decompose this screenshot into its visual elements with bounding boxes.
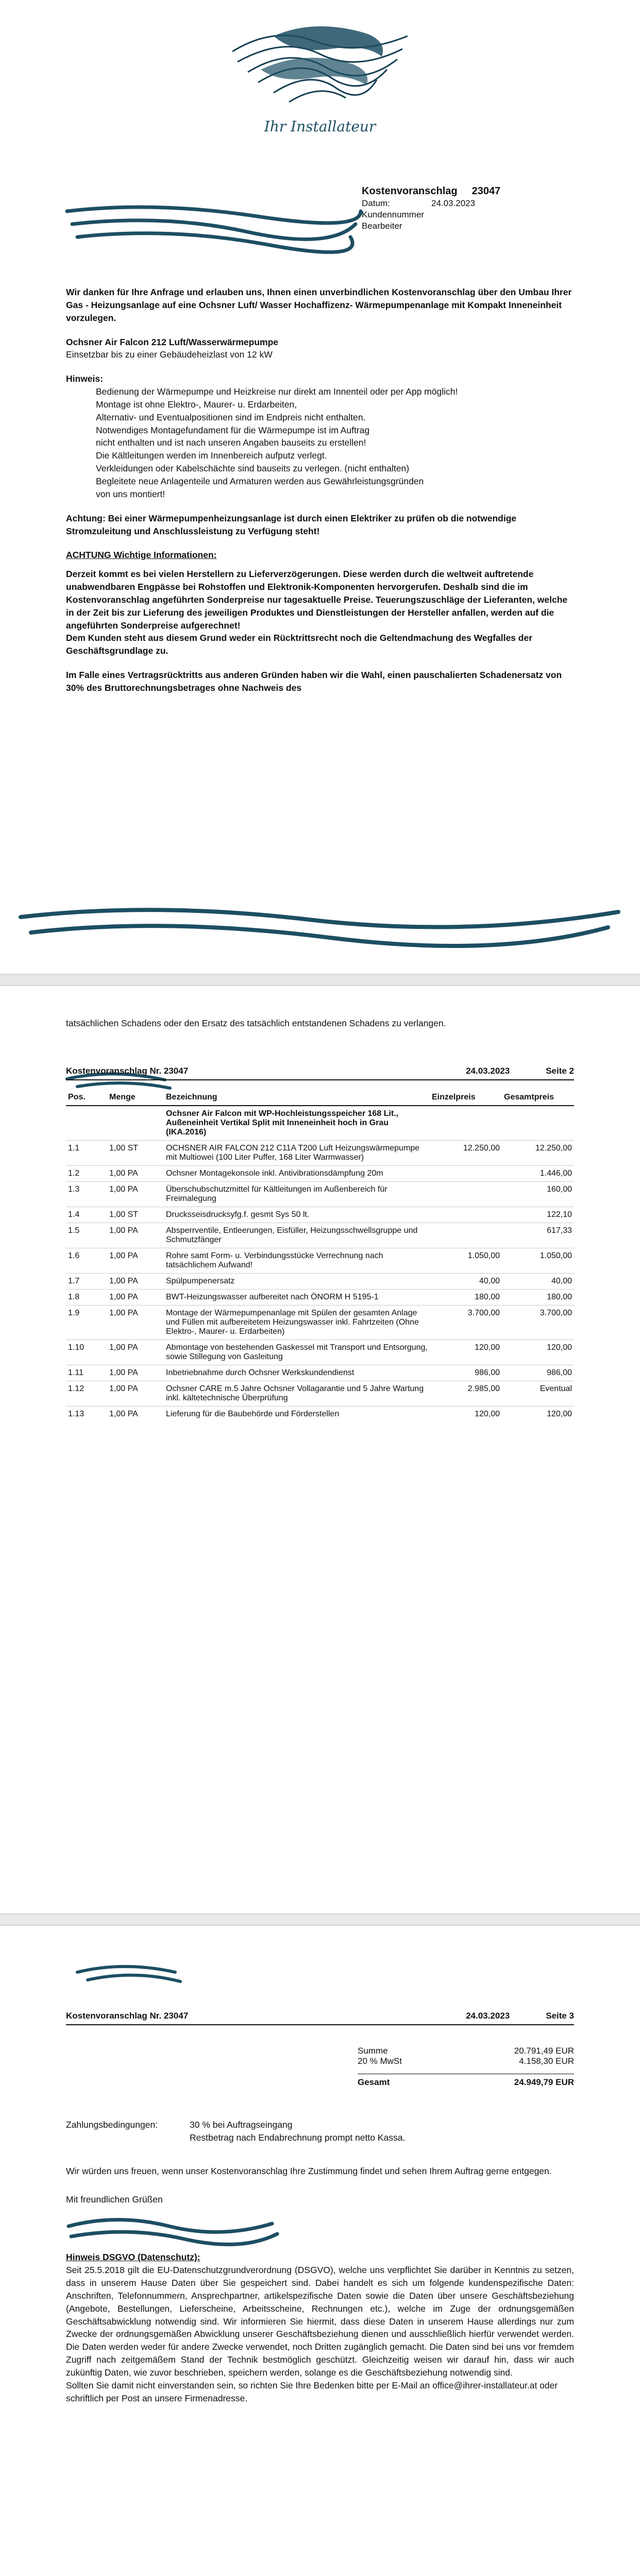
- info-title: ACHTUNG Wichtige Informationen:: [66, 550, 217, 561]
- col-header: Bezeichnung: [164, 1090, 430, 1106]
- page-1: [0, 0, 640, 974]
- page-header: [66, 1066, 574, 1080]
- brand-name: Ihr Installateur: [264, 118, 376, 135]
- total-price-cell: 180,00: [502, 1289, 574, 1305]
- total-price-cell: Eventual: [502, 1381, 574, 1406]
- unit-price-cell: 986,00: [430, 1365, 502, 1381]
- hint-line: Notwendiges Montagefundament für die Wärmepumpe ist im Auftrag: [96, 425, 370, 435]
- product-title: Ochsner Air Falcon 212 Luft/Wasserwärmepumpe: [66, 336, 279, 347]
- unit-price-cell: 120,00: [430, 1340, 502, 1365]
- total-price-cell: 160,00: [502, 1181, 574, 1207]
- terms-label: Zahlungsbedingungen:: [66, 2120, 158, 2130]
- unit-price-cell: 40,00: [430, 1273, 502, 1289]
- hint-line: von uns montiert!: [96, 488, 165, 499]
- page-3: [0, 1926, 640, 2576]
- quote-number: 23047: [471, 185, 501, 197]
- editor-label: Bearbeiter: [362, 221, 402, 231]
- privacy-text: Seit 25.5.2018 gilt die EU-Datenschutzgrundverordnung (DSGVO), welche uns verpflichtet Sie darüber in Kenntnis zu setzen, dass in unserem Hause Daten über Sie gespeichert sind. Dabei handelt es sich um folgende kundenspezifische Daten: Anschriften, Telefonnummern, Ansprechpartner, artikelspezifische Daten sowie die Daten über unsere Geschäftsbeziehung (Angebote, Bestellungen, Lieferscheine, Arbeitsscheine, Rechnungen etc.), welche im Zuge der ordnungsgemäßen Geschäftsabwicklung notwendig sind. Wir informieren Sie hiermit, dass diese Daten in unserem Hause allerdings nur zum Zwecke der ordnungsgemäßen Abwicklung unserer Geschäftsbeziehung dienen und ausschließlich hierfür verwendet werden. Die Daten werden weder für andere Zwecke verwendet, noch Dritten zugänglich gemacht. Die Daten sind bei uns vor fremdem Zugriff nach zeitgemäßem Stand der Technik bestmöglich geschützt. Gleichzeitig weisen wir darauf hin, dass wir auch zukünftig Daten, wie zuvor beschrieben, speichern werden, solange es die Geschäftsbeziehung notwendig sind.: [66, 2265, 574, 2378]
- table-row: [66, 1340, 574, 1365]
- page-header: [66, 2011, 574, 2025]
- quantity-cell: 1,00 PA: [107, 1289, 164, 1305]
- intro-text: Wir danken für Ihre Anfrage und erlauben uns, Ihnen einen unverbindlichen Kostenvoranschlag über den Umbau Ihrer Gas - Heizungsanlage auf eine Ochsner Luft/ Wasser Hochaffizenz- Wärmepumpenanlage mit Kompakt Inneneinheit vorzulegen.: [66, 287, 572, 323]
- bottom-scribble: [0, 896, 640, 953]
- quantity-cell: 1,00 ST: [107, 1207, 164, 1223]
- unit-price-cell: [430, 1181, 502, 1207]
- unit-price-cell: 120,00: [430, 1406, 502, 1422]
- total-price-cell: 1.446,00: [502, 1165, 574, 1181]
- position-cell: 1.4: [66, 1207, 107, 1223]
- unit-price-cell: [430, 1223, 502, 1248]
- total-price-cell: 40,00: [502, 1273, 574, 1289]
- quantity-cell: 1,00 ST: [107, 1140, 164, 1165]
- payment-terms: [66, 2119, 574, 2144]
- description-cell: Montage der Wärmepumpenanlage mit Spülen der gesamten Anlage und Füllen mit aufbereitetem Heizungswasser inkl. Fahrtzeiten (Ohne Elektro-, Maurer- u. Erdarbeiten): [164, 1305, 430, 1340]
- hints-list: [66, 385, 574, 501]
- hint-line: Alternativ- und Eventualpositionen sind im Endpreis nicht enthalten.: [96, 412, 366, 422]
- table-row: [66, 1248, 574, 1273]
- position-cell: 1.12: [66, 1381, 107, 1406]
- table-row: [66, 1207, 574, 1223]
- total-price-cell: 3.700,00: [502, 1305, 574, 1340]
- description-cell: Ochsner CARE m.5 Jahre Ochsner Vollagarantie und 5 Jahre Wartung inkl. kältetechnische Überprüfung: [164, 1381, 430, 1406]
- col-header: Pos.: [66, 1090, 107, 1106]
- quantity-cell: 1,00 PA: [107, 1273, 164, 1289]
- quantity-cell: 1,00 PA: [107, 1165, 164, 1181]
- header-page: Seite 2: [546, 1065, 574, 1076]
- header-left: Kostenvoranschlag Nr. 23047: [66, 1065, 189, 1076]
- header-date: 24.03.2023: [466, 1065, 510, 1076]
- total-price-cell: 122,10: [502, 1207, 574, 1223]
- info-text-2: Dem Kunden steht aus diesem Grund weder ein Rücktrittsrecht noch die Geltendmachung des Wegfalles der Geschäftsgrundlage zu.: [66, 633, 533, 656]
- table-row: [66, 1223, 574, 1248]
- quantity-cell: 1,00 PA: [107, 1305, 164, 1340]
- position-cell: 1.13: [66, 1406, 107, 1422]
- unit-price-cell: 2.985,00: [430, 1381, 502, 1406]
- product-subtitle: Einsetzbar bis zu einer Gebäudeheizlast von 12 kW: [66, 349, 273, 360]
- quote-title: Kostenvoranschlag: [362, 185, 458, 197]
- quantity-cell: 1,00 PA: [107, 1340, 164, 1365]
- quantity-cell: 1,00 PA: [107, 1223, 164, 1248]
- positions-table: [66, 1090, 574, 1422]
- position-cell: 1.3: [66, 1181, 107, 1207]
- position-cell: 1.2: [66, 1165, 107, 1181]
- sum-label: Summe: [358, 2046, 388, 2056]
- quantity-cell: 1,00 PA: [107, 1248, 164, 1273]
- signature-scribble: [66, 2211, 282, 2247]
- table-row: [66, 1273, 574, 1289]
- position-cell: [66, 1106, 107, 1141]
- description-cell: Ochsner Montagekonsole inkl. Antivibrationsdämpfung 20m: [164, 1165, 430, 1181]
- position-cell: 1.1: [66, 1140, 107, 1165]
- total-price-cell: 12.250,00: [502, 1140, 574, 1165]
- hint-line: Begleitete neue Anlagenteile und Armaturen werden aus Gewährleistungsgründen: [96, 476, 424, 486]
- table-row: [66, 1305, 574, 1340]
- description-cell: BWT-Heizungswasser aufbereitet nach ÖNORM H 5195-1: [164, 1289, 430, 1305]
- sum-value: 20.791,49 EUR: [514, 2046, 574, 2056]
- privacy-text-2: Sollten Sie damit nicht einverstanden sein, so richten Sie Ihre Bedenken bitte per E-Mail an office@ihrer-installateur.at oder schriftlich per Post an unsere Firmenadresse.: [66, 2380, 558, 2403]
- unit-price-cell: 3.700,00: [430, 1305, 502, 1340]
- terms-2: Restbetrag nach Endabrechnung prompt netto Kassa.: [190, 2132, 406, 2143]
- unit-price-cell: 1.050,00: [430, 1248, 502, 1273]
- hints-title: Hinweis:: [66, 374, 103, 384]
- privacy-title: Hinweis DSGVO (Datenschutz):: [66, 2252, 200, 2263]
- greeting: Mit freundlichen Grüßen: [66, 2194, 163, 2205]
- hint-line: nicht enthalten und ist nach unseren Angaben bauseits zu erstellen!: [96, 437, 366, 448]
- customer-number-label: Kundennummer: [362, 210, 424, 219]
- quantity-cell: 1,00 PA: [107, 1365, 164, 1381]
- description-cell: Überschubschutzmittel für Kältleitungen im Außenbereich für Freimalegung: [164, 1181, 430, 1207]
- continuation-text: tatsächlichen Schadens oder den Ersatz des tatsächlich entstandenen Schadens zu verlangen.: [66, 1018, 446, 1028]
- position-cell: 1.9: [66, 1305, 107, 1340]
- description-cell: OCHSNER AIR FALCON 212 C11A T200 Luft Heizungswärmepumpe mit Multiowei (100 Liter Puffer, 168 Liter Warmwasser): [164, 1140, 430, 1165]
- total-price-cell: 120,00: [502, 1340, 574, 1365]
- position-cell: 1.8: [66, 1289, 107, 1305]
- description-cell: Drucksseisdrucksyfg.f. gesmt Sys 50 lt.: [164, 1207, 430, 1223]
- hint-line: Montage ist ohne Elektro-, Maurer- u. Erdarbeiten,: [96, 399, 297, 410]
- total-price-cell: 120,00: [502, 1406, 574, 1422]
- header-left: Kostenvoranschlag Nr. 23047: [66, 2011, 189, 2021]
- total-price-cell: [502, 1106, 574, 1141]
- description-cell: Inbetriebnahme durch Ochsner Werkskundendienst: [164, 1365, 430, 1381]
- cancel-text: Im Falle eines Vertragsrücktritts aus anderen Gründen haben wir die Wahl, einen pauschalierten Schadenersatz von 30% des Bruttorechnungsbetrages ohne Nachweis des: [66, 670, 562, 693]
- table-row: [66, 1106, 574, 1141]
- table-row: [66, 1381, 574, 1406]
- position-cell: 1.5: [66, 1223, 107, 1248]
- description-cell: Spülpumpenersatz: [164, 1273, 430, 1289]
- total-label: Gesamt: [358, 2077, 390, 2087]
- header-page: Seite 3: [546, 2011, 574, 2021]
- vat-label: 20 % MwSt: [358, 2056, 402, 2066]
- table-row: [66, 1165, 574, 1181]
- table-row: [66, 1181, 574, 1207]
- page-2: [0, 986, 640, 1913]
- table-row: [66, 1406, 574, 1422]
- quantity-cell: [107, 1106, 164, 1141]
- date-label: Datum:: [362, 198, 390, 208]
- description-cell: Absperrventile, Entleerungen, Eisfüller, Heizungsschwellsgruppe und Schmutzfänger: [164, 1223, 430, 1248]
- attention-text: Achtung: Bei einer Wärmepumpenheizungsanlage ist durch einen Elektriker zu prüfen ob die notwendige Stromzuleitung und Anschlussleistung zu Verfügung steht!: [66, 513, 517, 536]
- position-cell: 1.10: [66, 1340, 107, 1365]
- quantity-cell: 1,00 PA: [107, 1181, 164, 1207]
- info-text: Derzeit kommt es bei vielen Herstellern zu Lieferverzögerungen. Diese werden durch die weltweit auftretende unabwendbaren Engpässe bei Rohstoffen und Elektronik-Komponenten hervorgerufen. Deshalb sind die im Kostenvoranschlag angeführten Sonderpreise nur tagesaktuelle Preise. Teuerungszuschläge der Lieferanten, welche in der Zeit bis zur Lieferung des jeweiligen Produktes und Dienstleistungen der Hersteller anfallen, werden auf die angeführten Sonderpreise aufgerechnet!: [66, 569, 568, 631]
- hint-line: Die Kältleitungen werden im Innenbereich aufputz verlegt.: [96, 450, 327, 461]
- unit-price-cell: 180,00: [430, 1289, 502, 1305]
- total-price-cell: 617,33: [502, 1223, 574, 1248]
- table-row: [66, 1289, 574, 1305]
- total-price-cell: 986,00: [502, 1365, 574, 1381]
- header-date: 24.03.2023: [466, 2011, 510, 2021]
- description-cell: Abmontage von bestehenden Gaskessel mit Transport und Entsorgung, sowie Stillegung von Gasleitung: [164, 1340, 430, 1365]
- terms-1: 30 % bei Auftragseingang: [190, 2120, 293, 2130]
- table-row: [66, 1365, 574, 1381]
- total-value: 24.949,79 EUR: [514, 2077, 574, 2087]
- vat-value: 4.158,30 EUR: [519, 2056, 574, 2066]
- total-price-cell: 1.050,00: [502, 1248, 574, 1273]
- unit-price-cell: [430, 1165, 502, 1181]
- col-header: Menge: [107, 1090, 164, 1106]
- description-cell: Lieferung für die Baubehörde und Förderstellen: [164, 1406, 430, 1422]
- quantity-cell: 1,00 PA: [107, 1406, 164, 1422]
- hint-line: Verkleidungen oder Kabelschächte sind bauseits zu verlegen. (nicht enthalten): [96, 463, 410, 474]
- quote-date: 24.03.2023: [431, 198, 476, 208]
- col-header: Einzelpreis: [430, 1090, 502, 1106]
- position-cell: 1.11: [66, 1365, 107, 1381]
- hint-line: Bedienung der Wärmepumpe und Heizkreise nur direkt am Innenteil oder per App möglich!: [96, 386, 458, 397]
- table-row: [66, 1140, 574, 1165]
- col-header: Gesamtpreis: [502, 1090, 574, 1106]
- closing-text: Wir würden uns freuen, wenn unser Kostenvoranschlag Ihre Zustimmung findet und sehen Ihrem Auftrag gerne entgegen.: [66, 2165, 552, 2176]
- quantity-cell: 1,00 PA: [107, 1381, 164, 1406]
- unit-price-cell: 12.250,00: [430, 1140, 502, 1165]
- totals-block: [358, 2046, 574, 2088]
- description-cell: Rohre samt Form- u. Verbindungsstücke Verrechnung nach tatsächlichem Aufwand!: [164, 1248, 430, 1273]
- description-cell: Ochsner Air Falcon mit WP-Hochleistungsspeicher 168 Lit., Außeneinheit Vertikal Split mit Inneneinheit hoch in Grau (IKA.2016): [164, 1106, 430, 1141]
- unit-price-cell: [430, 1106, 502, 1141]
- unit-price-cell: [430, 1207, 502, 1223]
- position-cell: 1.7: [66, 1273, 107, 1289]
- position-cell: 1.6: [66, 1248, 107, 1273]
